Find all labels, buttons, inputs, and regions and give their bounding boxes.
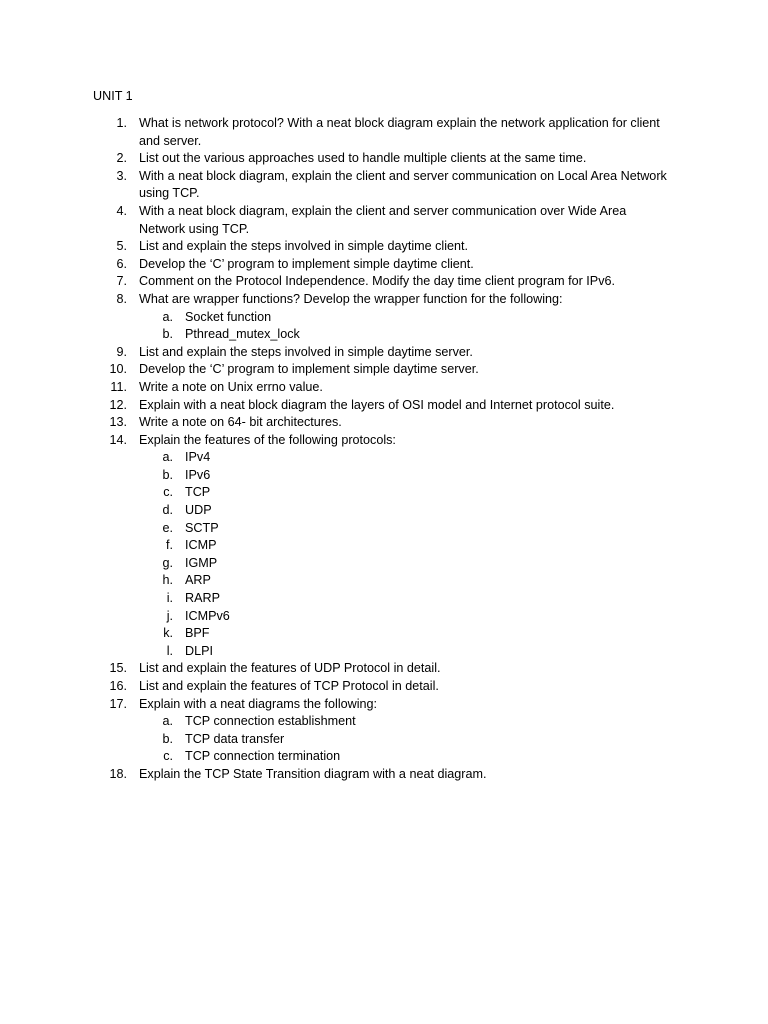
question-number: 9. — [116, 344, 127, 359]
question-number: 2. — [116, 151, 127, 166]
question-number: 3. — [116, 168, 127, 183]
question-item — [0, 150, 768, 168]
question-item — [0, 238, 768, 256]
sub-question-text: TCP connection termination — [185, 749, 341, 764]
question-item — [0, 766, 768, 784]
question-item — [0, 344, 768, 362]
question-item — [0, 361, 768, 379]
sub-question-item — [139, 625, 668, 643]
sub-question-item — [139, 502, 668, 520]
sub-question-letter: a. — [162, 714, 173, 729]
question-item — [0, 168, 768, 203]
question-number: 1. — [116, 116, 127, 130]
sub-question-text: RARP — [185, 591, 220, 606]
question-text: With a neat block diagram, explain the client and server communication on Local Area Network using TCP. — [139, 168, 667, 201]
question-item — [0, 397, 768, 415]
question-item — [0, 414, 768, 432]
question-text: List and explain the features of TCP Protocol in detail. — [139, 679, 439, 693]
sub-question-letter: d. — [162, 503, 173, 518]
sub-question-letter: l. — [166, 643, 173, 658]
sub-question-letter: g. — [162, 555, 173, 570]
question-item — [0, 696, 768, 766]
sub-question-text: Socket function — [185, 309, 272, 324]
question-number: 6. — [116, 256, 127, 271]
sub-question-list — [139, 449, 668, 660]
sub-question-item — [139, 731, 668, 749]
question-text: Develop the ‘C’ program to implement simple daytime server. — [139, 362, 479, 377]
sub-question-letter: b. — [162, 731, 173, 746]
question-list — [0, 115, 768, 784]
sub-question-text: DLPI — [185, 643, 213, 658]
sub-question-text: Pthread_mutex_lock — [185, 327, 300, 342]
question-text: Explain with a neat diagrams the following: — [139, 696, 378, 711]
question-text: Write a note on Unix errno value. — [139, 379, 323, 394]
question-number: 16. — [109, 679, 127, 693]
sub-question-item — [139, 713, 668, 731]
sub-question-text: ARP — [185, 573, 211, 588]
question-number: 12. — [109, 397, 127, 412]
sub-question-item — [139, 309, 668, 327]
sub-question-item — [139, 520, 668, 538]
sub-question-letter: k. — [163, 626, 173, 641]
sub-question-letter: j. — [166, 608, 173, 623]
unit-heading: UNIT 1 — [93, 89, 133, 103]
sub-question-item — [139, 467, 668, 485]
question-text: List and explain the features of UDP Protocol in detail. — [139, 661, 441, 676]
sub-question-text: IPv6 — [185, 467, 211, 482]
sub-question-list — [139, 713, 668, 766]
question-text: What are wrapper functions? Develop the wrapper function for the following: — [139, 291, 563, 306]
question-text: Explain the TCP State Transition diagram with a neat diagram. — [139, 766, 487, 781]
question-number: 18. — [109, 766, 127, 781]
sub-question-letter: f. — [166, 538, 173, 553]
question-text: List and explain the steps involved in simple daytime client. — [139, 239, 469, 254]
sub-question-text: ICMP — [185, 538, 217, 553]
sub-question-item — [139, 643, 668, 661]
sub-question-item — [139, 484, 668, 502]
sub-question-item — [139, 572, 668, 590]
question-number: 4. — [116, 203, 127, 218]
question-text: With a neat block diagram, explain the client and server communication over Wide Area Network using TCP. — [139, 203, 627, 236]
sub-question-text: SCTP — [185, 520, 219, 535]
question-number: 8. — [116, 291, 127, 306]
question-item — [0, 379, 768, 397]
question-number: 15. — [109, 661, 127, 676]
sub-question-letter: i. — [166, 591, 173, 606]
sub-question-letter: c. — [163, 749, 173, 764]
sub-question-item — [139, 608, 668, 626]
sub-question-item — [139, 555, 668, 573]
question-item — [0, 115, 768, 150]
sub-question-text: IGMP — [185, 555, 218, 570]
sub-question-text: IPv4 — [185, 450, 211, 465]
sub-question-text: UDP — [185, 503, 212, 518]
sub-question-text: TCP — [185, 485, 211, 500]
sub-question-text: TCP connection establishment — [185, 714, 356, 729]
sub-question-text: ICMPv6 — [185, 608, 230, 623]
sub-question-letter: e. — [162, 520, 173, 535]
question-text: Comment on the Protocol Independence. Modify the day time client program for IPv6. — [139, 274, 616, 289]
sub-question-letter: a. — [162, 309, 173, 324]
question-number: 17. — [109, 696, 127, 711]
question-item — [0, 256, 768, 274]
sub-question-letter: b. — [162, 327, 173, 342]
question-item — [0, 432, 768, 661]
question-text: Explain the features of the following protocols: — [139, 432, 396, 447]
question-text: Develop the ‘C’ program to implement simple daytime client. — [139, 256, 474, 271]
question-text: Explain with a neat block diagram the layers of OSI model and Internet protocol suite. — [139, 397, 615, 412]
question-number: 13. — [109, 415, 127, 430]
question-number: 5. — [116, 239, 127, 254]
sub-question-item — [139, 537, 668, 555]
question-text: What is network protocol? With a neat block diagram explain the network application for client and server. — [139, 116, 660, 148]
sub-question-letter: a. — [162, 450, 173, 465]
sub-question-item — [139, 748, 668, 766]
sub-question-letter: c. — [163, 485, 173, 500]
question-item — [0, 203, 768, 238]
sub-question-text: BPF — [185, 626, 210, 641]
question-text: List and explain the steps involved in simple daytime server. — [139, 344, 473, 359]
question-item — [0, 273, 768, 291]
question-number: 10. — [109, 362, 127, 377]
sub-question-item — [139, 590, 668, 608]
question-number: 11. — [110, 379, 127, 394]
sub-question-letter: h. — [162, 573, 173, 588]
sub-question-letter: b. — [162, 467, 173, 482]
question-item — [0, 660, 768, 678]
sub-question-item — [139, 449, 668, 467]
question-item — [0, 678, 768, 696]
sub-question-text: TCP data transfer — [185, 731, 285, 746]
question-item — [0, 291, 768, 344]
question-text: Write a note on 64- bit architectures. — [139, 415, 342, 430]
sub-question-list — [139, 309, 668, 344]
sub-question-item — [139, 326, 668, 344]
question-text: List out the various approaches used to handle multiple clients at the same time. — [139, 151, 587, 166]
question-number: 7. — [116, 274, 127, 289]
question-number: 14. — [109, 432, 127, 447]
